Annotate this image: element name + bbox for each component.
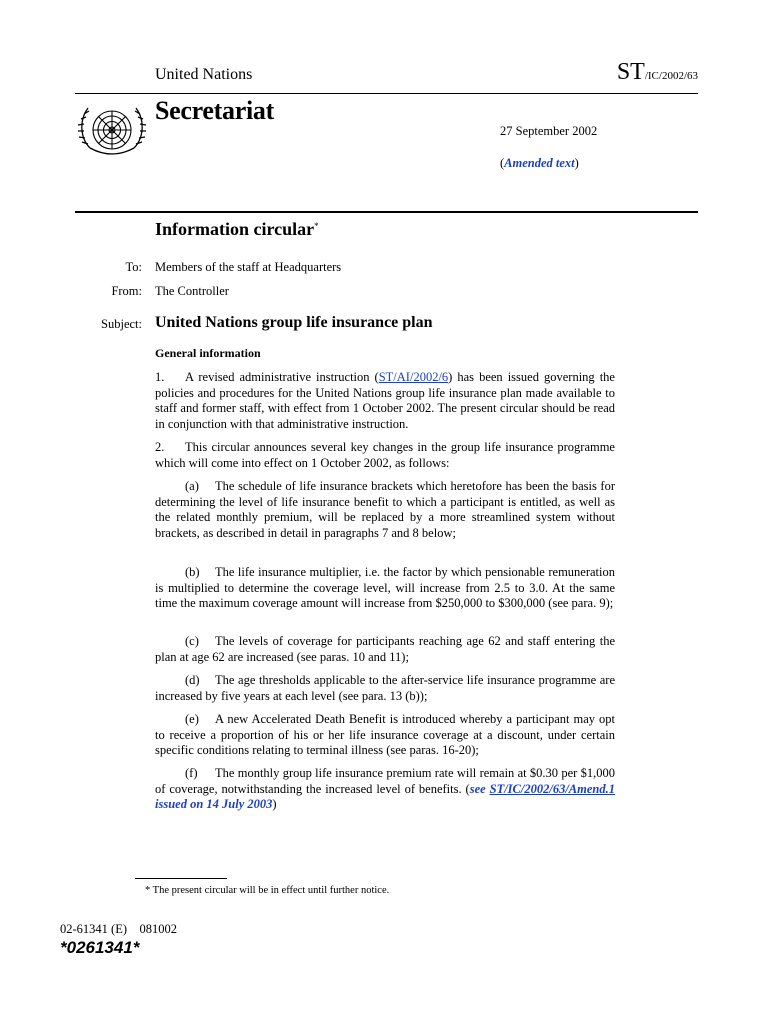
subparagraph-f-text: The monthly group life insurance premium rate will remain at $0.30 per $1,000 of coverage, notwithstanding the increased level of benefits. <box>155 766 615 796</box>
paragraph-1-after: ) has been issued governing the policies and procedures for the United Nations group life insurance plan made available to staff and former staff, with effect from 1 October 2002. The present circular should be read in conjunction with that administrative instruction. <box>155 370 615 431</box>
circular-title <box>155 219 319 240</box>
paragraph-number: 2. <box>155 440 165 454</box>
document-symbol <box>520 58 698 90</box>
un-emblem-icon <box>76 98 148 164</box>
subparagraph-c-text: The levels of coverage for participants reaching age 62 and staff entering the plan at age 62 are increased (see paras. 10 and 11); <box>155 634 615 664</box>
note-see: see <box>469 781 486 796</box>
paragraph-number: 1. <box>155 370 165 384</box>
issue-date: 27 September 2002 <box>500 124 598 138</box>
section-heading: General information <box>155 346 261 360</box>
subparagraph-b <box>155 565 615 612</box>
subparagraph-f <box>155 766 615 813</box>
subparagraph-a <box>155 479 615 541</box>
subparagraph-mark: (f) <box>185 766 198 780</box>
note-close: ) <box>272 797 277 812</box>
footnote-rule <box>135 878 227 879</box>
to-value: Members of the staff at Headquarters <box>155 260 342 274</box>
subparagraph-mark: (e) <box>185 712 199 726</box>
subparagraph-d <box>155 673 615 704</box>
amendment-link[interactable]: ST/IC/2002/63/Amend.1 <box>489 781 615 796</box>
paragraph-2 <box>155 440 615 471</box>
paragraph-1-before: A revised administrative instruction ( <box>185 370 379 384</box>
circular-title-text: Information circular <box>155 219 315 239</box>
document-number: 02-61341 (E) 081002 <box>60 922 177 936</box>
symbol-main: ST <box>616 59 645 85</box>
footnote: * The present circular will be in effect until further notice. <box>145 885 390 896</box>
subparagraph-mark: (c) <box>185 634 199 648</box>
subparagraph-d-text: The age thresholds applicable to the after-service life insurance programme are increased by five years at each level (see para. 13 (b)); <box>155 673 615 703</box>
subparagraph-e <box>155 712 615 759</box>
amended-label: Amended text <box>504 156 575 170</box>
organization-name: United Nations <box>155 66 253 83</box>
note-open: ( <box>465 781 470 796</box>
subparagraph-mark: (a) <box>185 479 199 493</box>
barcode-text: *0261341* <box>60 938 140 957</box>
subparagraph-b-text: The life insurance multiplier, i.e. the factor by which pensionable remuneration is multiplied to determine the coverage level, will increase from 2.5 to 3.0. At the same time the maximum coverage amount will increase from $250,000 to $300,000 (see para. 9); <box>155 565 615 611</box>
to-label: To: <box>125 260 142 274</box>
subparagraph-e-text: A new Accelerated Death Benefit is introduced whereby a participant may opt to receive a proportion of his or her life insurance coverage at a discount, under certain specific conditions relating to terminal illness (see paras. 16-20); <box>155 712 615 758</box>
subject-label: Subject: <box>101 317 142 331</box>
paragraph-1 <box>155 370 615 432</box>
title-rule <box>75 211 698 213</box>
department-title: Secretariat <box>155 96 274 125</box>
subparagraph-a-text: The schedule of life insurance brackets which heretofore has been the basis for determining the level of life insurance benefit to which a participant is entitled, as well as the related monthly premium, will be replaced by a more streamlined system without brackets, as described in detail in paragraphs 7 and 8 below; <box>155 479 615 540</box>
subparagraph-c <box>155 634 615 665</box>
note-issued: issued on 14 July 2003 <box>155 797 273 812</box>
header-rule <box>75 93 698 94</box>
from-label: From: <box>111 284 142 298</box>
from-value: The Controller <box>155 284 229 298</box>
paragraph-2-text: This circular announces several key changes in the group life insurance programme which will come into effect on 1 October 2002, as follows: <box>155 440 615 470</box>
symbol-rest: /IC/2002/63 <box>644 70 698 82</box>
amended-text-note <box>500 156 579 171</box>
st-ai-2002-6-link[interactable]: ST/AI/2002/6 <box>378 370 449 384</box>
amended-open: ( <box>500 156 505 170</box>
subparagraph-mark: (b) <box>185 565 200 579</box>
subject-value: United Nations group life insurance plan <box>155 314 433 331</box>
amended-close: ) <box>574 156 579 170</box>
subparagraph-mark: (d) <box>185 673 200 687</box>
title-footnote-mark: * <box>314 221 319 231</box>
